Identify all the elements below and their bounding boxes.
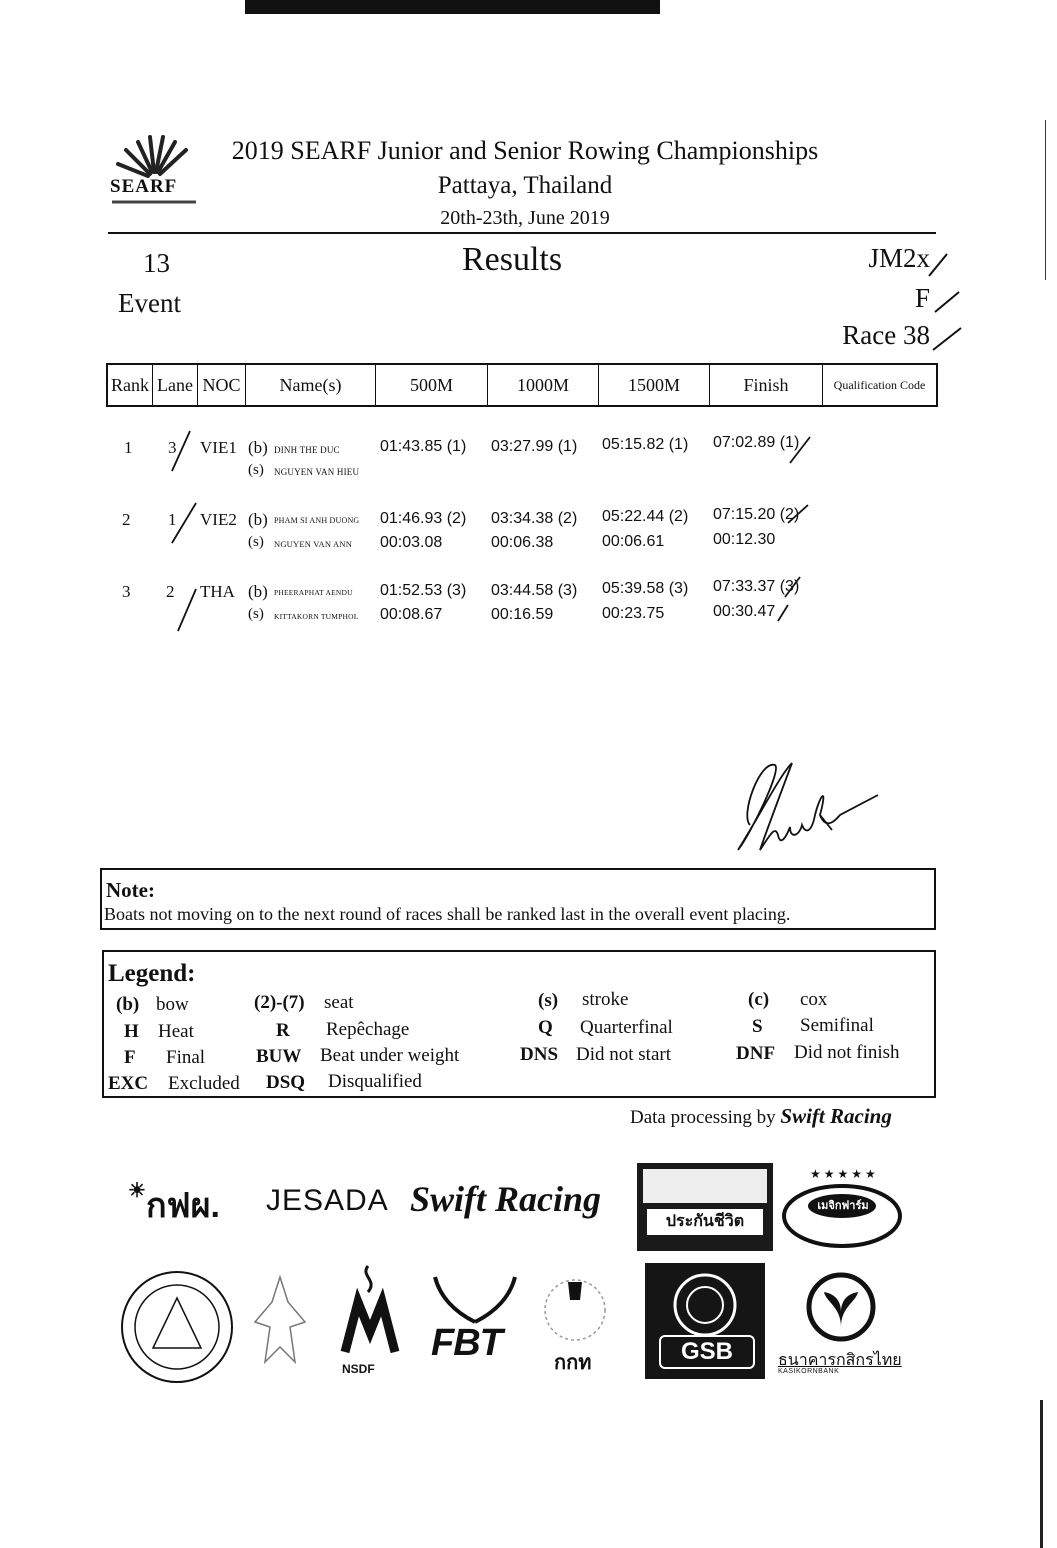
col-noc: NOC bbox=[198, 365, 246, 405]
sat-text: กกท bbox=[554, 1352, 592, 1374]
fbt-text: FBT bbox=[431, 1322, 502, 1364]
svg-text:★ ★ ★ ★ ★: ★ ★ ★ ★ ★ bbox=[810, 1167, 876, 1181]
legend-title: Legend: bbox=[108, 960, 196, 987]
pattaya-city-seal-icon bbox=[118, 1268, 236, 1386]
legend-desc: Semifinal bbox=[800, 1015, 874, 1036]
top-edge-bar bbox=[245, 0, 660, 14]
jesada-logo: JESADA bbox=[266, 1184, 389, 1217]
stroke-name: NGUYEN VAN ANN bbox=[274, 539, 353, 549]
lane: 3 bbox=[168, 438, 177, 457]
bow-name: PHEERAPHAT AENDU bbox=[274, 588, 353, 597]
rank: 3 bbox=[122, 582, 131, 601]
legend-code: (c) bbox=[748, 989, 770, 1010]
legend-code: R bbox=[276, 1020, 290, 1041]
diff-finish: 00:30.47 bbox=[713, 603, 776, 620]
egat-logo-text: กฟผ. bbox=[145, 1187, 220, 1225]
noc: VIE1 bbox=[200, 438, 237, 457]
legend-desc: seat bbox=[324, 992, 354, 1013]
kasikornbank-thai-text: ธนาคารกสิกรไทย bbox=[778, 1352, 902, 1369]
time-1000m: 03:27.99 (1) bbox=[491, 438, 578, 455]
stroke-name: KITTAKORN TUMPHOL bbox=[274, 612, 359, 621]
rank: 1 bbox=[124, 438, 133, 457]
rank: 2 bbox=[122, 510, 131, 529]
header-divider bbox=[108, 232, 936, 234]
diff-1500m: 00:23.75 bbox=[602, 605, 665, 622]
col-1500m: 1500M bbox=[599, 365, 710, 405]
note-box bbox=[100, 868, 936, 930]
fbt-logo bbox=[425, 1272, 525, 1372]
diff-1500m: 00:06.61 bbox=[602, 533, 665, 550]
boat-class: JM2x bbox=[868, 243, 930, 273]
col-1000m: 1000M bbox=[488, 365, 599, 405]
nsdf-emblem-icon bbox=[330, 1262, 410, 1362]
time-500m: 01:46.93 (2) bbox=[380, 510, 467, 527]
garuda-emblem-icon bbox=[250, 1272, 310, 1382]
legend-code: DNS bbox=[520, 1044, 559, 1065]
kasikornbank-en-text: KASIKORNBANK bbox=[778, 1368, 840, 1375]
swift-racing-logo: Swift Racing bbox=[410, 1179, 602, 1219]
muang-thai-emblem-icon bbox=[643, 1169, 767, 1203]
legend-code: BUW bbox=[256, 1046, 302, 1067]
col-names: Name(s) bbox=[246, 365, 376, 405]
sat-logo bbox=[540, 1270, 610, 1380]
noc: VIE2 bbox=[200, 510, 237, 529]
legend-code: EXC bbox=[108, 1073, 149, 1094]
muang-thai-text: ประกันชีวิต bbox=[647, 1209, 763, 1235]
time-1500m: 05:22.44 (2) bbox=[602, 508, 689, 525]
kasikornbank-logo bbox=[778, 1272, 908, 1382]
round-code: F bbox=[914, 283, 930, 313]
lane: 1 bbox=[168, 510, 177, 529]
diff-500m: 00:08.67 bbox=[380, 606, 443, 623]
legend-code: F bbox=[124, 1047, 136, 1068]
legend-desc: cox bbox=[800, 989, 828, 1010]
lane: 2 bbox=[166, 582, 175, 601]
note-text: Boats not moving on to the next round of races shall be ranked last in the overall event placing. bbox=[104, 904, 791, 924]
gsb-logo bbox=[645, 1263, 765, 1379]
scan-edge-line bbox=[1040, 1400, 1043, 1548]
legend-code: (s) bbox=[538, 990, 559, 1011]
kasikornbank-emblem-icon bbox=[806, 1272, 876, 1342]
legend-desc: Quarterfinal bbox=[580, 1017, 673, 1038]
legend-box bbox=[102, 950, 936, 1098]
time-finish: 07:15.20 (2) bbox=[713, 506, 800, 523]
legend-code: DSQ bbox=[266, 1072, 306, 1093]
legend-desc: Beat under weight bbox=[320, 1045, 460, 1066]
legend-desc: Disqualified bbox=[328, 1071, 422, 1092]
legend-code: S bbox=[752, 1016, 763, 1037]
legend-desc: Excluded bbox=[168, 1073, 240, 1094]
diff-500m: 00:03.08 bbox=[380, 534, 443, 551]
results-table-header bbox=[106, 363, 938, 407]
data-processing-credit bbox=[630, 1104, 892, 1129]
legend-desc: Final bbox=[166, 1047, 206, 1068]
time-500m: 01:52.53 (3) bbox=[380, 582, 467, 599]
legend-code: DNF bbox=[736, 1043, 776, 1064]
note-title: Note: bbox=[106, 878, 155, 902]
col-qualification-code: Qualification Code bbox=[833, 378, 926, 392]
col-finish: Finish bbox=[710, 365, 823, 405]
time-finish: 07:33.37 (3) bbox=[713, 578, 800, 595]
legend-desc: Heat bbox=[158, 1021, 194, 1042]
legend-code: (2)-(7) bbox=[254, 992, 305, 1013]
diff-1000m: 00:06.38 bbox=[491, 534, 554, 551]
legend-desc: Did not start bbox=[576, 1044, 671, 1065]
stroke-name: NGUYEN VAN HIEU bbox=[274, 467, 360, 477]
bow-tag: (b) bbox=[248, 510, 268, 529]
event-number: 13 bbox=[143, 248, 170, 278]
time-500m: 01:43.85 (1) bbox=[380, 438, 467, 455]
magic-farm-logo bbox=[780, 1166, 910, 1256]
time-1000m: 03:34.38 (2) bbox=[491, 510, 578, 527]
data-processing-brand: Swift Racing bbox=[780, 1104, 892, 1128]
muang-thai-life-logo bbox=[637, 1163, 773, 1251]
gsb-emblem-icon bbox=[665, 1271, 745, 1339]
time-1500m: 05:15.82 (1) bbox=[602, 436, 689, 453]
data-processing-label: Data processing by bbox=[630, 1107, 776, 1128]
gsb-text: GSB bbox=[659, 1335, 755, 1369]
handwritten-check-marks bbox=[160, 425, 820, 640]
fbt-laurel-icon bbox=[425, 1272, 525, 1326]
stroke-tag: (s) bbox=[248, 462, 264, 478]
diff-1000m: 00:16.59 bbox=[491, 606, 554, 623]
event-dates: 20th-23th, June 2019 bbox=[440, 207, 610, 229]
nsdf-text: NSDF bbox=[342, 1362, 375, 1376]
results-heading: Results bbox=[461, 241, 563, 278]
nsdf-logo bbox=[330, 1262, 410, 1382]
bow-name: DINH THE DUC bbox=[274, 445, 340, 455]
noc: THA bbox=[200, 582, 235, 601]
bow-name: PHAM SI ANH DUONG bbox=[274, 516, 360, 525]
stroke-tag: (s) bbox=[248, 606, 264, 622]
diff-finish: 00:12.30 bbox=[713, 531, 776, 548]
time-1500m: 05:39.58 (3) bbox=[602, 580, 689, 597]
bow-tag: (b) bbox=[248, 438, 268, 457]
championship-title: 2019 SEARF Junior and Senior Rowing Championships bbox=[231, 136, 819, 165]
check-marks-icon bbox=[925, 250, 965, 360]
stroke-tag: (s) bbox=[248, 534, 264, 550]
magic-farm-text: เมจิกฟาร์ม bbox=[817, 1200, 869, 1212]
legend-code: H bbox=[124, 1021, 139, 1042]
scan-edge-line bbox=[1045, 120, 1046, 280]
legend-desc: Repêchage bbox=[326, 1019, 410, 1040]
sat-emblem-icon bbox=[540, 1270, 610, 1345]
egat-logo bbox=[128, 1178, 220, 1232]
event-label: Event bbox=[118, 288, 181, 318]
time-finish: 07:02.89 (1) bbox=[713, 434, 800, 451]
col-lane: Lane bbox=[153, 365, 198, 405]
legend-desc: Did not finish bbox=[794, 1042, 900, 1063]
legend-desc: bow bbox=[156, 994, 189, 1015]
event-location: Pattaya, Thailand bbox=[437, 172, 613, 199]
egat-sun-icon: ☀ bbox=[128, 1180, 146, 1202]
legend-code: (b) bbox=[116, 994, 140, 1015]
searf-logo-text: SEARF bbox=[110, 176, 178, 197]
bow-tag: (b) bbox=[248, 582, 268, 601]
time-1000m: 03:44.58 (3) bbox=[491, 582, 578, 599]
legend-code: Q bbox=[538, 1017, 553, 1038]
legend-desc: stroke bbox=[582, 989, 629, 1010]
col-500m: 500M bbox=[376, 365, 488, 405]
signature-icon bbox=[720, 755, 895, 860]
col-rank: Rank bbox=[108, 365, 153, 405]
race-number: Race 38 bbox=[842, 320, 930, 350]
